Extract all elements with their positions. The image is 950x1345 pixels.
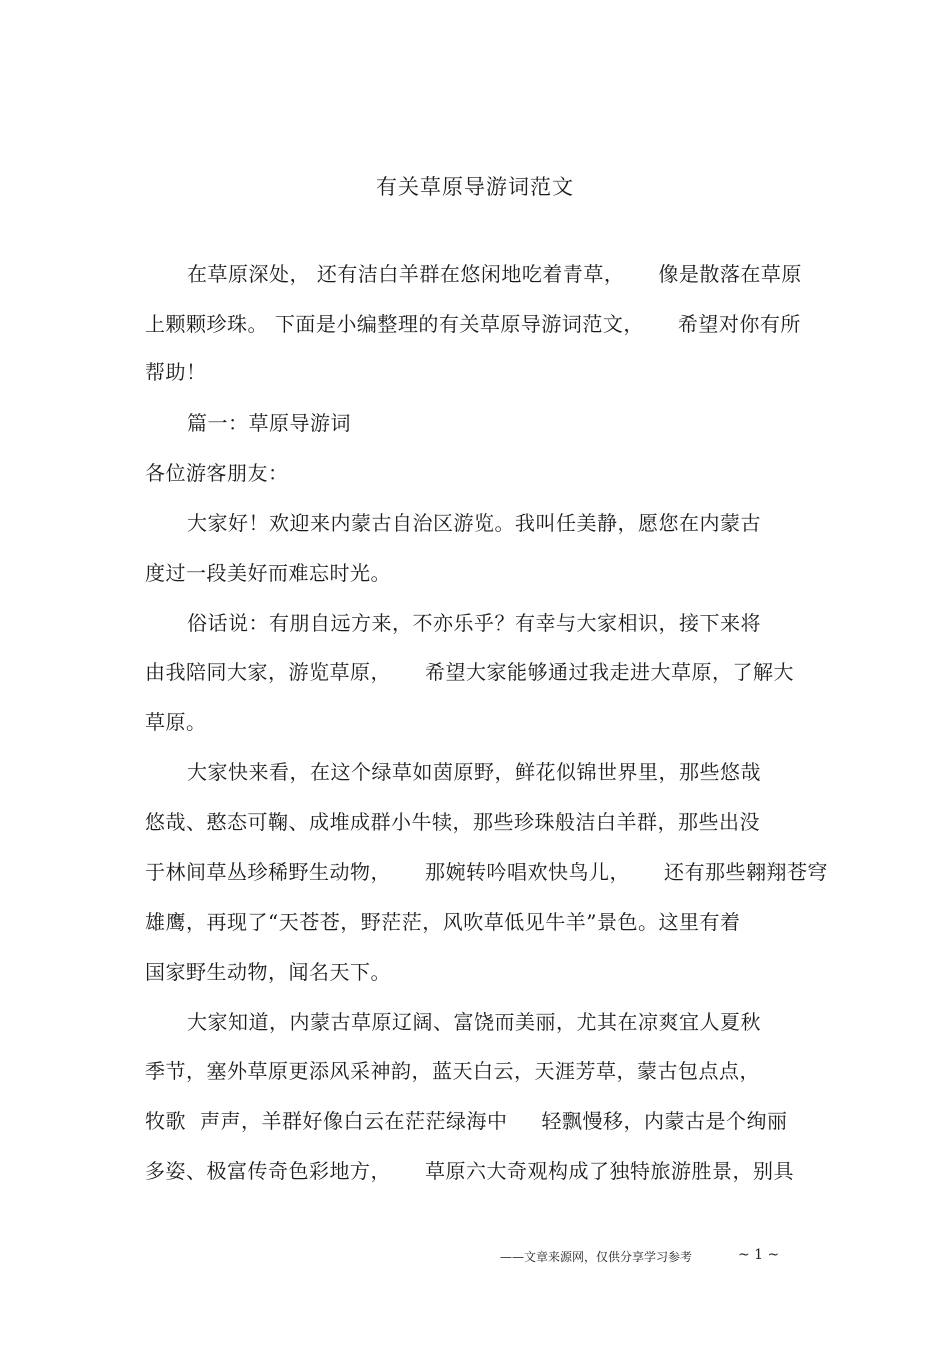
text-span: 轻飘慢移，内蒙古是个绚丽 xyxy=(541,1109,788,1133)
paragraph-line: 草原。 xyxy=(145,710,207,734)
text-span: 多姿、极富传奇色彩地方， xyxy=(145,1159,391,1183)
paragraph-line xyxy=(145,1106,788,1136)
paragraph-line: 度过一段美好而难忘时光。 xyxy=(145,561,391,585)
text-span: 由我陪同大家，游览草原， xyxy=(145,660,391,684)
paragraph-line: 帮助！ xyxy=(145,360,207,384)
footer-source-note: ——文章来源网，仅供分享学习参考 xyxy=(500,1250,693,1264)
text-span: 声声，羊群好像白云在茫茫绿海中 xyxy=(200,1109,508,1133)
paragraph-line: 大家快来看，在这个绿草如茵原野，鲜花似锦世界里，那些悠哉 xyxy=(187,760,761,784)
text-span: 希望对你有所 xyxy=(677,312,801,336)
paragraph-line xyxy=(145,309,801,339)
paragraph-line xyxy=(145,1156,794,1186)
text-span: 牧歌 xyxy=(145,1109,186,1133)
paragraph-line: 悠哉、憨态可鞠、成堆成群小牛犊，那些珍珠般洁白羊群，那些出没 xyxy=(145,810,760,834)
paragraph-line: 大家知道，内蒙古草原辽阔、富饶而美丽，尤其在凉爽宜人夏秋 xyxy=(187,1010,761,1034)
text-span: 还有那些翱翔苍穹 xyxy=(664,860,828,884)
paragraph-line xyxy=(145,857,828,887)
paragraph-line: 大家好！欢迎来内蒙古自治区游览。我叫任美静，愿您在内蒙古 xyxy=(187,511,761,535)
text-span: 在草原深处， 还有洁白羊群在悠闲地吃着青草， xyxy=(187,262,625,286)
paragraph-line: 各位游客朋友： xyxy=(145,461,289,485)
text-span: 草原六大奇观构成了独特旅游胜景，别具 xyxy=(425,1159,794,1183)
text-span: 那婉转吟唱欢快鸟儿， xyxy=(425,860,630,884)
page-number: ~ 1 ~ xyxy=(738,1247,780,1263)
document-title: 有关草原导游词范文 xyxy=(376,175,574,199)
paragraph-line: 雄鹰，再现了“天苍苍，野茫茫，风吹草低见牛羊”景色。这里有着 xyxy=(145,910,741,934)
paragraph-line: 国家野生动物，闻名天下。 xyxy=(145,960,391,984)
text-span: 像是散落在草原 xyxy=(658,262,802,286)
section-heading: 篇一：草原导游词 xyxy=(187,411,351,435)
paragraph-line: 俗话说：有朋自远方来，不亦乐乎？有幸与大家相识，接下来将 xyxy=(187,611,761,635)
text-span: 于林间草丛珍稀野生动物， xyxy=(145,860,391,884)
text-span: 上颗颗珍珠。 下面是小编整理的有关草原导游词范文， xyxy=(145,312,644,336)
text-span: 希望大家能够通过我走进大草原，了解大 xyxy=(425,660,794,684)
paragraph-line xyxy=(187,259,802,289)
paragraph-line: 季节，塞外草原更添风采神韵，蓝天白云，天涯芳草，蒙古包点点， xyxy=(145,1059,760,1083)
paragraph-line xyxy=(145,657,794,687)
